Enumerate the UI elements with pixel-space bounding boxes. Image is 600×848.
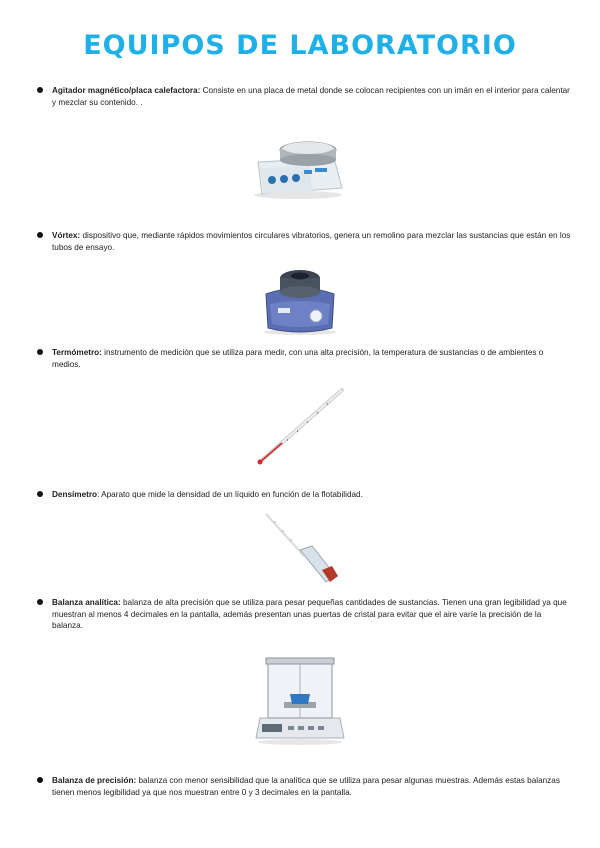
item-term: Balanza de precisión: <box>52 776 137 785</box>
list-item-vortex <box>37 230 572 253</box>
vortex-mixer-image <box>260 264 340 336</box>
list-item-analytical-balance <box>37 597 572 632</box>
bullet <box>37 232 43 238</box>
item-description: Consiste en una placa de metal donde se colocan recipientes con un imán en el interior para calentar y mezclar su contenido. . <box>52 86 570 107</box>
item-description: dispositivo que, mediante rápidos movimientos circulares vibratorios, genera un remolino para mezclar las sustancias que están en los tubos de ensayo. <box>52 231 571 252</box>
bullet <box>37 599 43 605</box>
bullet <box>37 349 43 355</box>
list-item-hotplate <box>37 85 572 108</box>
bullet <box>37 87 43 93</box>
analytical-balance-image <box>254 656 346 746</box>
item-description: instrumento de medición que se utiliza para medir, con una alta precisión, la temperatura de sustancias o de ambientes o medios. <box>52 348 544 369</box>
item-term: Agitador magnético/placa calefactora: <box>52 86 201 95</box>
hotplate-stirrer-image <box>250 128 346 200</box>
list-item-hydrometer <box>37 489 572 501</box>
item-term: Vórtex: <box>52 231 81 240</box>
list-item-precision-balance <box>37 775 572 798</box>
item-term: Densímetro <box>52 490 98 499</box>
item-description: : Aparato que mide la densidad de un líquido en función de la flotabilidad. <box>97 490 363 499</box>
hydrometer-image <box>262 510 342 586</box>
bullet <box>37 491 43 497</box>
item-description: balanza de alta precisión que se utiliza para pesar pequeñas cantidades de sustancias. Tienen una gran legibilidad ya que muestran al menos 4 decimales en la pantalla, además presentan unas puertas de cristal para evitar que el aire varíe la precisión de la balanza. <box>52 598 567 630</box>
thermometer-image <box>252 386 348 466</box>
list-item-thermometer <box>37 347 572 370</box>
item-term: Termómetro: <box>52 348 102 357</box>
bullet <box>37 777 43 783</box>
item-description: balanza con menor sensibilidad que la analítica que se utiliza para pesar algunas muestras. Además estas balanzas tienen menos legibilidad ya que nos muestran entre 0 y 3 decimales en la pantalla. <box>52 776 560 797</box>
item-term: Balanza analítica: <box>52 598 121 607</box>
page-title: EQUIPOS DE LABORATORIO <box>83 30 517 61</box>
